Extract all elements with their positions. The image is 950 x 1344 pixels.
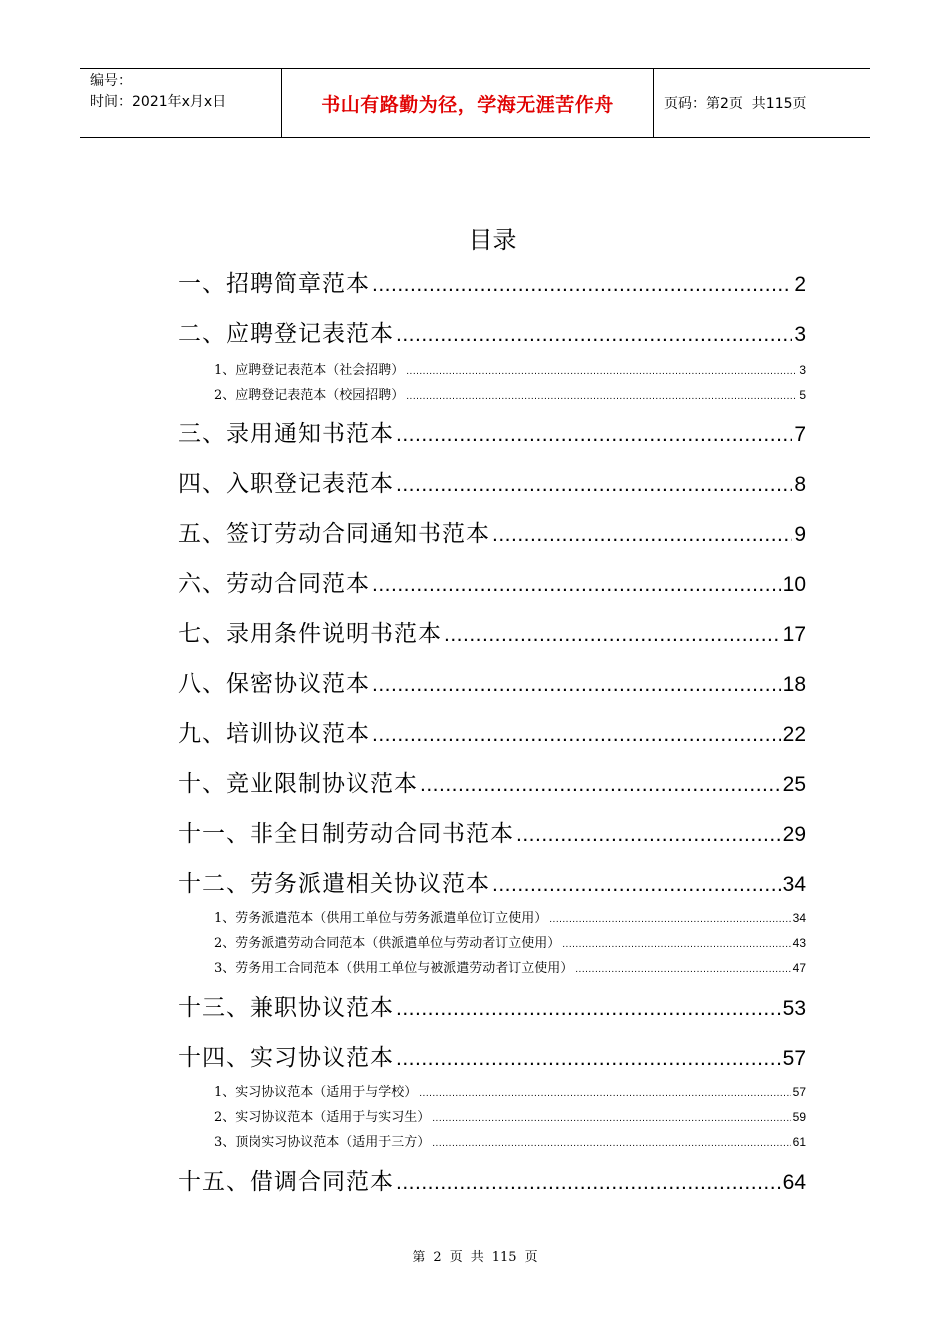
toc-entry-text: 3、劳务用工合同范本（供用工单位与被派遣劳动者订立使用） — [214, 961, 574, 976]
toc-entry-text: 2、应聘登记表范本（校园招聘） — [214, 388, 405, 403]
toc-entry-text: 1、应聘登记表范本（社会招聘） — [214, 363, 405, 378]
toc-entry-text: 2、劳务派遣劳动合同范本（供派遣单位与劳动者订立使用） — [214, 936, 561, 951]
toc-entry[interactable] — [178, 765, 806, 805]
toc-leader-dots — [396, 323, 792, 347]
toc-leader-dots — [562, 939, 790, 950]
toc-entry[interactable] — [178, 415, 806, 455]
toc-entry-page: 34 — [782, 873, 806, 896]
toc-subentry[interactable] — [214, 1081, 806, 1101]
toc-entry-page: 3 — [794, 323, 806, 346]
toc-entry-text: 四、入职登记表范本 — [178, 471, 394, 497]
toc-leader-dots — [492, 523, 792, 547]
page-footer — [0, 1246, 950, 1265]
toc-entry[interactable] — [178, 315, 806, 355]
toc-title: 目录 — [468, 226, 517, 254]
toc-entry-text: 九、培训协议范本 — [178, 721, 370, 747]
toc-entry-text: 七、录用条件说明书范本 — [178, 621, 442, 647]
toc-entry-page: 57 — [782, 1047, 806, 1070]
toc-leader-dots — [432, 1138, 790, 1149]
footer-word: 共 — [470, 1250, 484, 1265]
toc-entry-page: 10 — [782, 573, 806, 596]
toc-entry-page: 22 — [782, 723, 806, 746]
toc-entry-page: 53 — [782, 997, 806, 1020]
toc-leader-dots — [396, 1171, 781, 1195]
toc-entry-text: 五、签订劳动合同通知书范本 — [178, 521, 490, 547]
toc-leader-dots — [396, 423, 792, 447]
toc-entry[interactable] — [178, 265, 806, 305]
toc-entry[interactable] — [178, 465, 806, 505]
toc-entry[interactable] — [178, 715, 806, 755]
toc-entry-text: 一、招聘简章范本 — [178, 271, 370, 297]
toc-subentry[interactable] — [214, 957, 806, 977]
toc-subentry[interactable] — [214, 1106, 806, 1126]
toc-leader-dots — [516, 823, 781, 847]
toc-leader-dots — [372, 573, 781, 597]
toc-entry-page: 2 — [794, 273, 806, 296]
toc-entry-page: 5 — [799, 388, 806, 402]
toc-leader-dots — [492, 873, 781, 897]
toc-entry[interactable] — [178, 1039, 806, 1079]
toc-leader-dots — [406, 391, 797, 402]
toc-entry-text: 十五、借调合同范本 — [178, 1169, 394, 1195]
toc-leader-dots — [419, 1088, 790, 1099]
toc-subentry[interactable] — [214, 907, 806, 927]
page-info-text: 页码：第2页 共115页 — [664, 96, 807, 112]
toc-entry-text: 六、劳动合同范本 — [178, 571, 370, 597]
toc-entry-text: 三、录用通知书范本 — [178, 421, 394, 447]
toc-entry-page: 59 — [792, 1110, 806, 1124]
toc-leader-dots — [432, 1113, 790, 1124]
toc-entry-text: 二、应聘登记表范本 — [178, 321, 394, 347]
toc-entry-page: 7 — [794, 423, 806, 446]
toc-entry-text: 十四、实习协议范本 — [178, 1045, 394, 1071]
toc-leader-dots — [396, 1047, 781, 1071]
toc-entry[interactable] — [178, 1163, 806, 1203]
toc-entry-page: 3 — [799, 363, 806, 377]
toc-leader-dots — [575, 964, 790, 975]
toc-entry-page: 43 — [792, 936, 806, 950]
toc-entry[interactable] — [178, 865, 806, 905]
toc-leader-dots — [372, 673, 781, 697]
toc-entry[interactable] — [178, 665, 806, 705]
footer-total-pages: 115 — [491, 1250, 517, 1265]
toc-entry-page: 47 — [792, 961, 806, 975]
toc-leader-dots — [420, 773, 781, 797]
toc-entry-text: 2、实习协议范本（适用于与实习生） — [214, 1110, 431, 1125]
header-motto: 书山有路勤为径，学海无涯苦作舟 — [282, 69, 654, 137]
toc-entry-text: 1、劳务派遣范本（供用工单位与劳务派遣单位订立使用） — [214, 911, 548, 926]
toc-entry-page: 9 — [794, 523, 806, 546]
toc-subentry[interactable] — [214, 359, 806, 379]
toc-entry-text: 十三、兼职协议范本 — [178, 995, 394, 1021]
toc-subentry[interactable] — [214, 384, 806, 404]
toc-entry-text: 3、顶岗实习协议范本（适用于三方） — [214, 1135, 431, 1150]
toc-entry-page: 17 — [782, 623, 806, 646]
footer-word: 页 — [449, 1250, 463, 1265]
toc-leader-dots — [372, 273, 792, 297]
toc-entry[interactable] — [178, 815, 806, 855]
toc-entry[interactable] — [178, 515, 806, 555]
toc-entry-page: 64 — [782, 1171, 806, 1194]
toc-entry-page: 29 — [782, 823, 806, 846]
toc-subentry[interactable] — [214, 1131, 806, 1151]
toc-leader-dots — [372, 723, 781, 747]
toc-entry-page: 8 — [794, 473, 806, 496]
footer-word: 第 — [412, 1250, 426, 1265]
toc-entry-text: 1、实习协议范本（适用于与学校） — [214, 1085, 418, 1100]
toc-entry-page: 57 — [792, 1085, 806, 1099]
date-label: 时间：2021年x月x日 — [90, 94, 227, 110]
toc-entry-page: 34 — [792, 911, 806, 925]
toc-entry[interactable] — [178, 565, 806, 605]
toc-subentry[interactable] — [214, 932, 806, 952]
toc-entry-page: 25 — [782, 773, 806, 796]
toc-entry-text: 十二、劳务派遣相关协议范本 — [178, 871, 490, 897]
footer-page-number: 2 — [433, 1250, 442, 1265]
toc-leader-dots — [444, 623, 781, 647]
toc-leader-dots — [396, 473, 792, 497]
toc-entry-page: 61 — [792, 1135, 806, 1149]
number-label: 编号： — [90, 73, 132, 89]
toc-leader-dots — [549, 914, 790, 925]
toc-entry-text: 十、竞业限制协议范本 — [178, 771, 418, 797]
toc-leader-dots — [406, 366, 797, 377]
toc-entry[interactable] — [178, 615, 806, 655]
toc-leader-dots — [396, 997, 781, 1021]
toc-entry-page: 18 — [782, 673, 806, 696]
toc-entry[interactable] — [178, 989, 806, 1029]
toc-entry-text: 十一、非全日制劳动合同书范本 — [178, 821, 514, 847]
toc-entry-text: 八、保密协议范本 — [178, 671, 370, 697]
footer-word: 页 — [524, 1250, 538, 1265]
